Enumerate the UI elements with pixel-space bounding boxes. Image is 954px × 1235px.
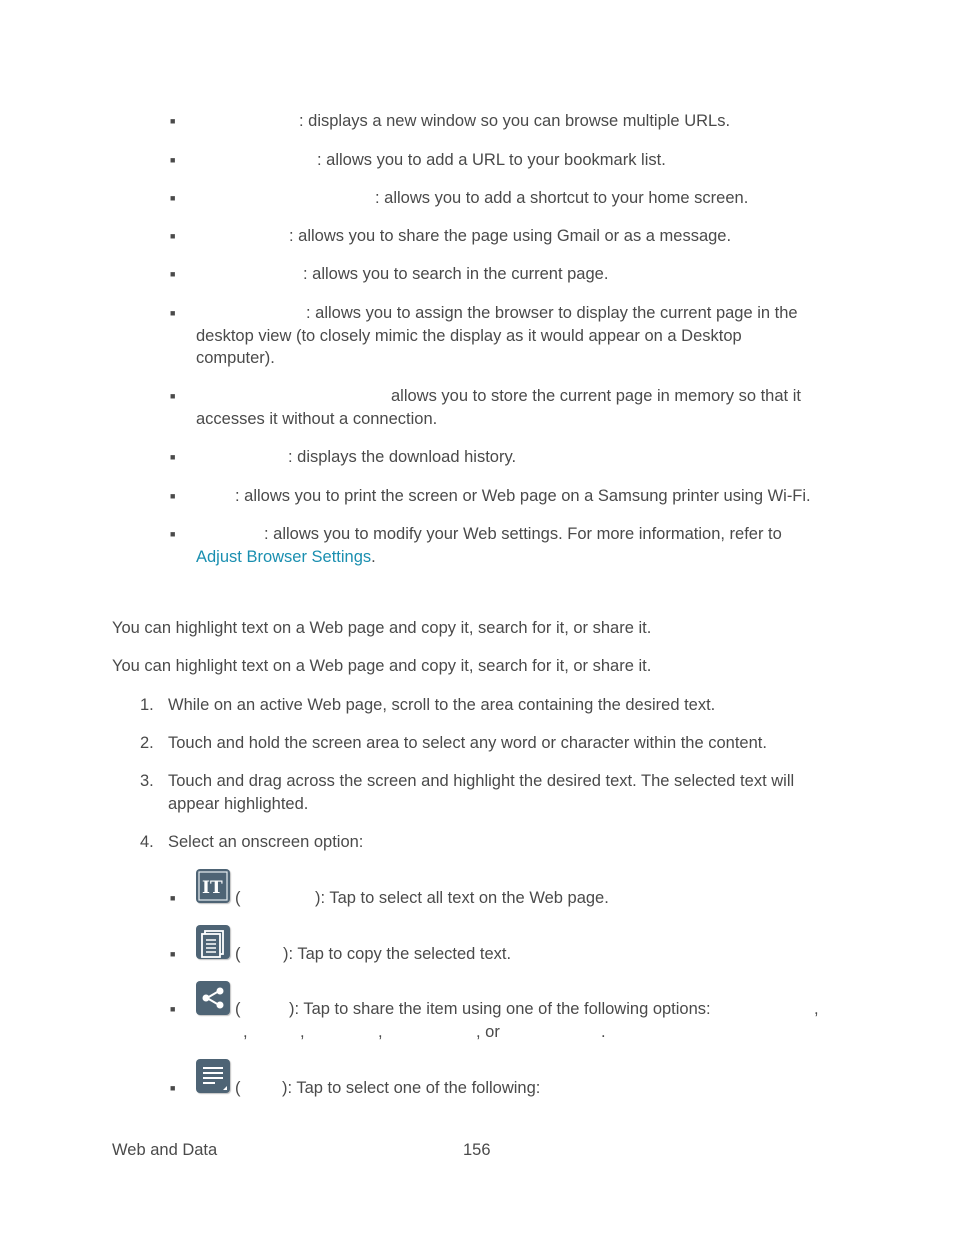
bullet: ■ <box>170 116 176 126</box>
period: . <box>371 548 376 566</box>
share-option-separator: , <box>243 1023 248 1041</box>
option-copy-desc: ): Tap to copy the selected text. <box>283 945 512 963</box>
footer-section-title: Web and Data <box>112 1141 218 1159</box>
option-open-paren: ( <box>235 945 241 963</box>
bullet: ■ <box>170 1004 176 1014</box>
copy-icon <box>196 925 230 959</box>
menu-item-find-on-page-desc: : allows you to search in the current page. <box>303 265 609 283</box>
step-number: 4. <box>140 833 154 851</box>
bullet: ■ <box>170 491 176 501</box>
share-option-separator: , or <box>476 1023 500 1041</box>
bullet: ■ <box>170 193 176 203</box>
step-number: 2. <box>140 734 154 752</box>
step-number: 3. <box>140 772 154 790</box>
bullet: ■ <box>170 308 176 318</box>
step-text: Touch and drag across the screen and highlight the desired text. The selected text will <box>168 772 795 790</box>
step-text: Touch and hold the screen area to select any word or character within the content. <box>168 734 767 752</box>
step-text: Select an onscreen option: <box>168 833 364 851</box>
menu-item-downloads-desc: : displays the download history. <box>288 448 517 466</box>
bullet: ■ <box>170 269 176 279</box>
select-all-icon <box>196 869 230 903</box>
step-text-cont: appear highlighted. <box>168 795 309 813</box>
adjust-browser-settings-link[interactable]: Adjust Browser Settings <box>196 548 372 566</box>
svg-text:IT: IT <box>202 878 223 898</box>
more-icon <box>196 1059 230 1093</box>
menu-item-save-offline-desc: allows you to store the current page in memory so that it <box>391 387 801 405</box>
menu-item-desktop-view-desc-cont: desktop view (to closely mimic the display as it would appear on a Desktop <box>196 327 742 345</box>
settings-ref <box>196 546 376 569</box>
bullet: ■ <box>170 155 176 165</box>
menu-item-add-shortcut-desc: : allows you to add a shortcut to your home screen. <box>375 189 749 207</box>
share-option-separator: , <box>814 1000 819 1018</box>
page-number: 156 <box>463 1141 491 1159</box>
intro-paragraph: You can highlight text on a Web page and copy it, search for it, or share it. <box>112 657 652 675</box>
bullet: ■ <box>170 1083 176 1093</box>
menu-item-settings-desc: : allows you to modify your Web settings. For more information, refer to <box>264 525 782 543</box>
bullet: ■ <box>170 231 176 241</box>
option-open-paren: ( <box>235 889 241 907</box>
menu-item-share-page-desc: : allows you to share the page using Gmail or as a message. <box>289 227 732 245</box>
bullet: ■ <box>170 949 176 959</box>
share-option-period: . <box>601 1023 606 1041</box>
option-open-paren: ( <box>235 1079 241 1097</box>
option-select-all-desc: ): Tap to select all text on the Web page. <box>315 889 609 907</box>
option-share-desc: ): Tap to share the item using one of the following options: <box>289 1000 711 1018</box>
step-number: 1. <box>140 696 154 714</box>
intro-paragraph: You can highlight text on a Web page and copy it, search for it, or share it. <box>112 619 652 637</box>
bullet: ■ <box>170 529 176 539</box>
menu-item-desktop-view-desc-cont: computer). <box>196 349 275 367</box>
menu-item-print-desc: : allows you to print the screen or Web page on a Samsung printer using Wi-Fi. <box>235 487 811 505</box>
menu-item-desktop-view-desc: : allows you to assign the browser to display the current page in the <box>306 304 798 322</box>
bullet: ■ <box>170 391 176 401</box>
share-option-separator: , <box>378 1023 383 1041</box>
option-more-desc: ): Tap to select one of the following: <box>282 1079 541 1097</box>
step-text: While on an active Web page, scroll to the area containing the desired text. <box>168 696 716 714</box>
menu-item-add-bookmark-desc: : allows you to add a URL to your bookmark list. <box>317 151 666 169</box>
menu-item-new-window-desc: : displays a new window so you can browse multiple URLs. <box>299 112 731 130</box>
menu-item-save-offline-desc-cont: accesses it without a connection. <box>196 410 438 428</box>
share-icon <box>196 981 230 1015</box>
share-option-separator: , <box>300 1023 305 1041</box>
option-open-paren: ( <box>235 1000 241 1018</box>
bullet: ■ <box>170 893 176 903</box>
bullet: ■ <box>170 452 176 462</box>
